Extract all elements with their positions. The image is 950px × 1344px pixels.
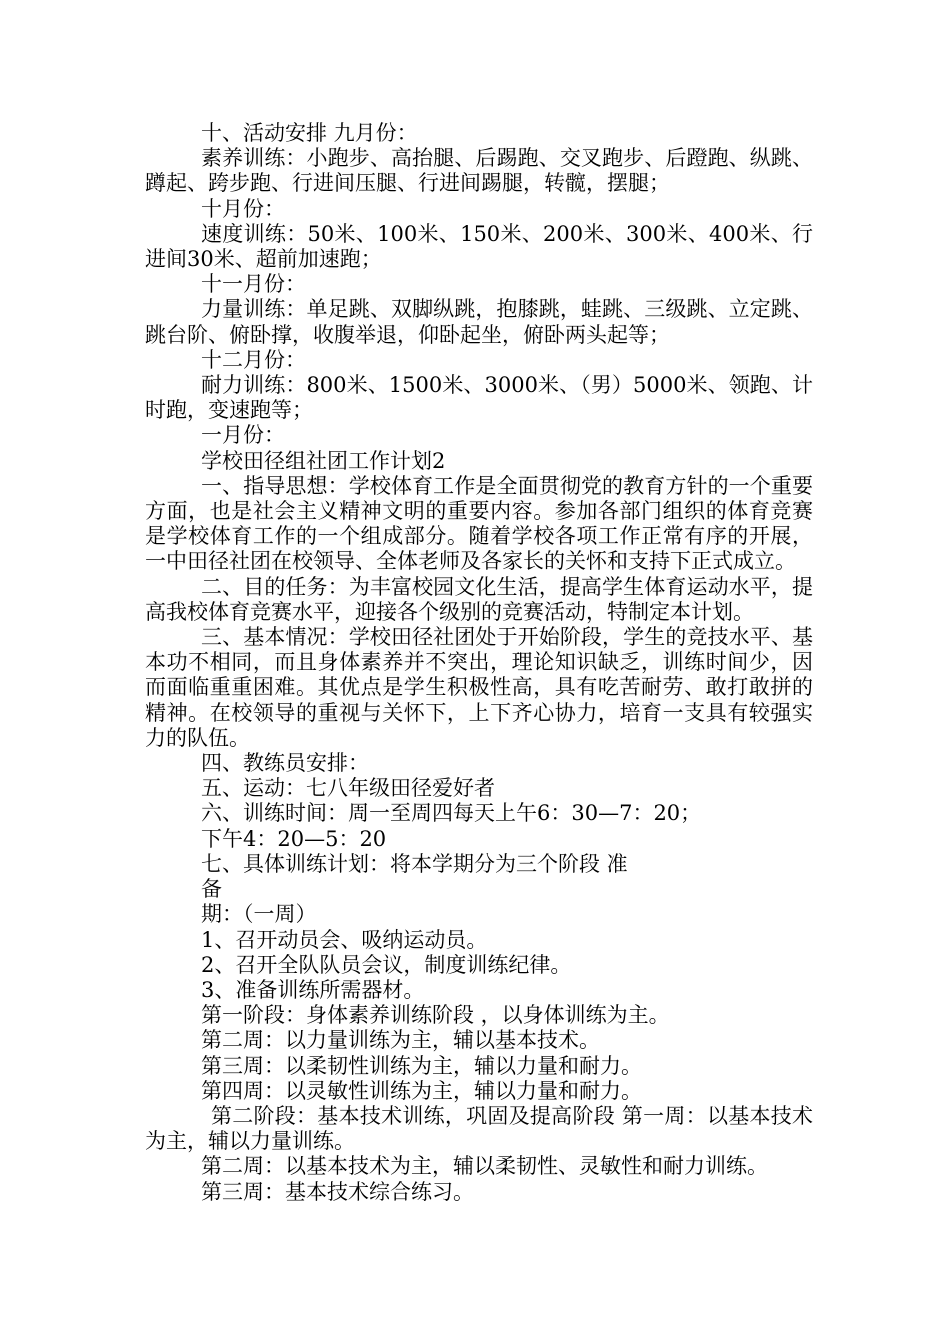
paragraph-training-plan: 七、具体训练计划：将本学期分为三个阶段 准 — [201, 851, 628, 876]
paragraph-strength-training: 力量训练：单足跳、双脚纵跳，抱膝跳，蛙跳、三级跳、立定跳、跳台阶、俯卧撑，收腹举退，仰卧起坐，俯卧两头起等； — [145, 297, 813, 347]
paragraph-training-time: 六、训练时间：周一至周四每天上午6：30—7：20； — [201, 801, 702, 826]
paragraph-afternoon-time: 下午4：20—5：20 — [201, 826, 387, 851]
list-item-1: 1、召开动员会、吸纳运动员。 — [201, 927, 488, 952]
paragraph-stage-two: 第二阶段：基本技术训练，巩固及提高阶段 第一周：以基本技术为主，辅以力量训练。 — [145, 1103, 813, 1154]
plan-title: 学校田径组社团工作计划2 — [201, 448, 446, 473]
paragraph-stage-two-week-three: 第三周：基本技术综合练习。 — [201, 1179, 474, 1204]
document-page — [145, 121, 813, 1205]
paragraph-week-three: 第三周：以柔韧性训练为主，辅以力量和耐力。 — [201, 1053, 642, 1078]
paragraph-activity-heading: 十、活动安排 九月份： — [201, 121, 418, 145]
paragraph-prep-period: 期：（一周） — [201, 902, 317, 927]
paragraph-objectives: 二、目的任务：为丰富校园文化生活，提高学生体育运动水平，提高我校体育竞赛水平，迎接各个级别的竞赛活动，特制定本计划。 — [145, 574, 813, 624]
paragraph-fitness-training: 素养训练：小跑步、高抬腿、后踢跑、交叉跑步、后蹬跑、纵跳、蹲起、跨步跑、行进间压腿、行进间踢腿，转髋，摆腿； — [145, 146, 813, 196]
paragraph-basic-situation: 三、基本情况：学校田径社团处于开始阶段，学生的竞技水平、基本功不相同，而且身体素养并不突出，理论知识缺乏，训练时间少，因而面临重重困难。其优点是学生积极性高，具有吃苦耐劳、敢打敢拼的精神。在校领导的重视与关怀下，上下齐心协力，培育一支具有较强实力的队伍。 — [145, 625, 813, 750]
paragraph-coach-arrangement: 四、教练员安排： — [201, 751, 369, 776]
paragraph-week-four: 第四周：以灵敏性训练为主，辅以力量和耐力。 — [201, 1078, 642, 1103]
paragraph-prep-char: 备 — [201, 877, 222, 902]
paragraph-week-two: 第二周：以力量训练为主，辅以基本技术。 — [201, 1028, 600, 1053]
paragraph-january: 一月份： — [201, 423, 285, 448]
paragraph-endurance-training: 耐力训练：800米、1500米、3000米、（男）5000米、领跑、计时跑，变速跑等； — [145, 373, 813, 423]
paragraph-guiding-ideology: 一、指导思想：学校体育工作是全面贯彻党的教育方针的一个重要方面，也是社会主义精神文明的重要内容。参加各部门组织的体育竞赛是学校体育工作的一个组成部分。随着学校各项工作正常有序的开展，一中田径社团在校领导、全体老师及各家长的关怀和支持下正式成立。 — [145, 473, 813, 574]
paragraph-october: 十月份： — [201, 196, 285, 221]
paragraph-stage-one: 第一阶段：身体素养训练阶段 ，以身体训练为主。 — [201, 1003, 670, 1028]
paragraph-athletes: 五、运动：七八年级田径爱好者 — [201, 776, 495, 801]
list-item-2: 2、召开全队队员会议，制度训练纪律。 — [201, 952, 572, 977]
paragraph-december: 十二月份： — [201, 347, 306, 372]
list-item-3: 3、准备训练所需器材。 — [201, 977, 425, 1002]
paragraph-november: 十一月份： — [201, 272, 306, 297]
paragraph-stage-two-week-two: 第二周：以基本技术为主，辅以柔韧性、灵敏性和耐力训练。 — [201, 1154, 768, 1179]
paragraph-speed-training: 速度训练：50米、100米、150米、200米、300米、400米、行进间30米、超前加速跑； — [145, 221, 813, 272]
